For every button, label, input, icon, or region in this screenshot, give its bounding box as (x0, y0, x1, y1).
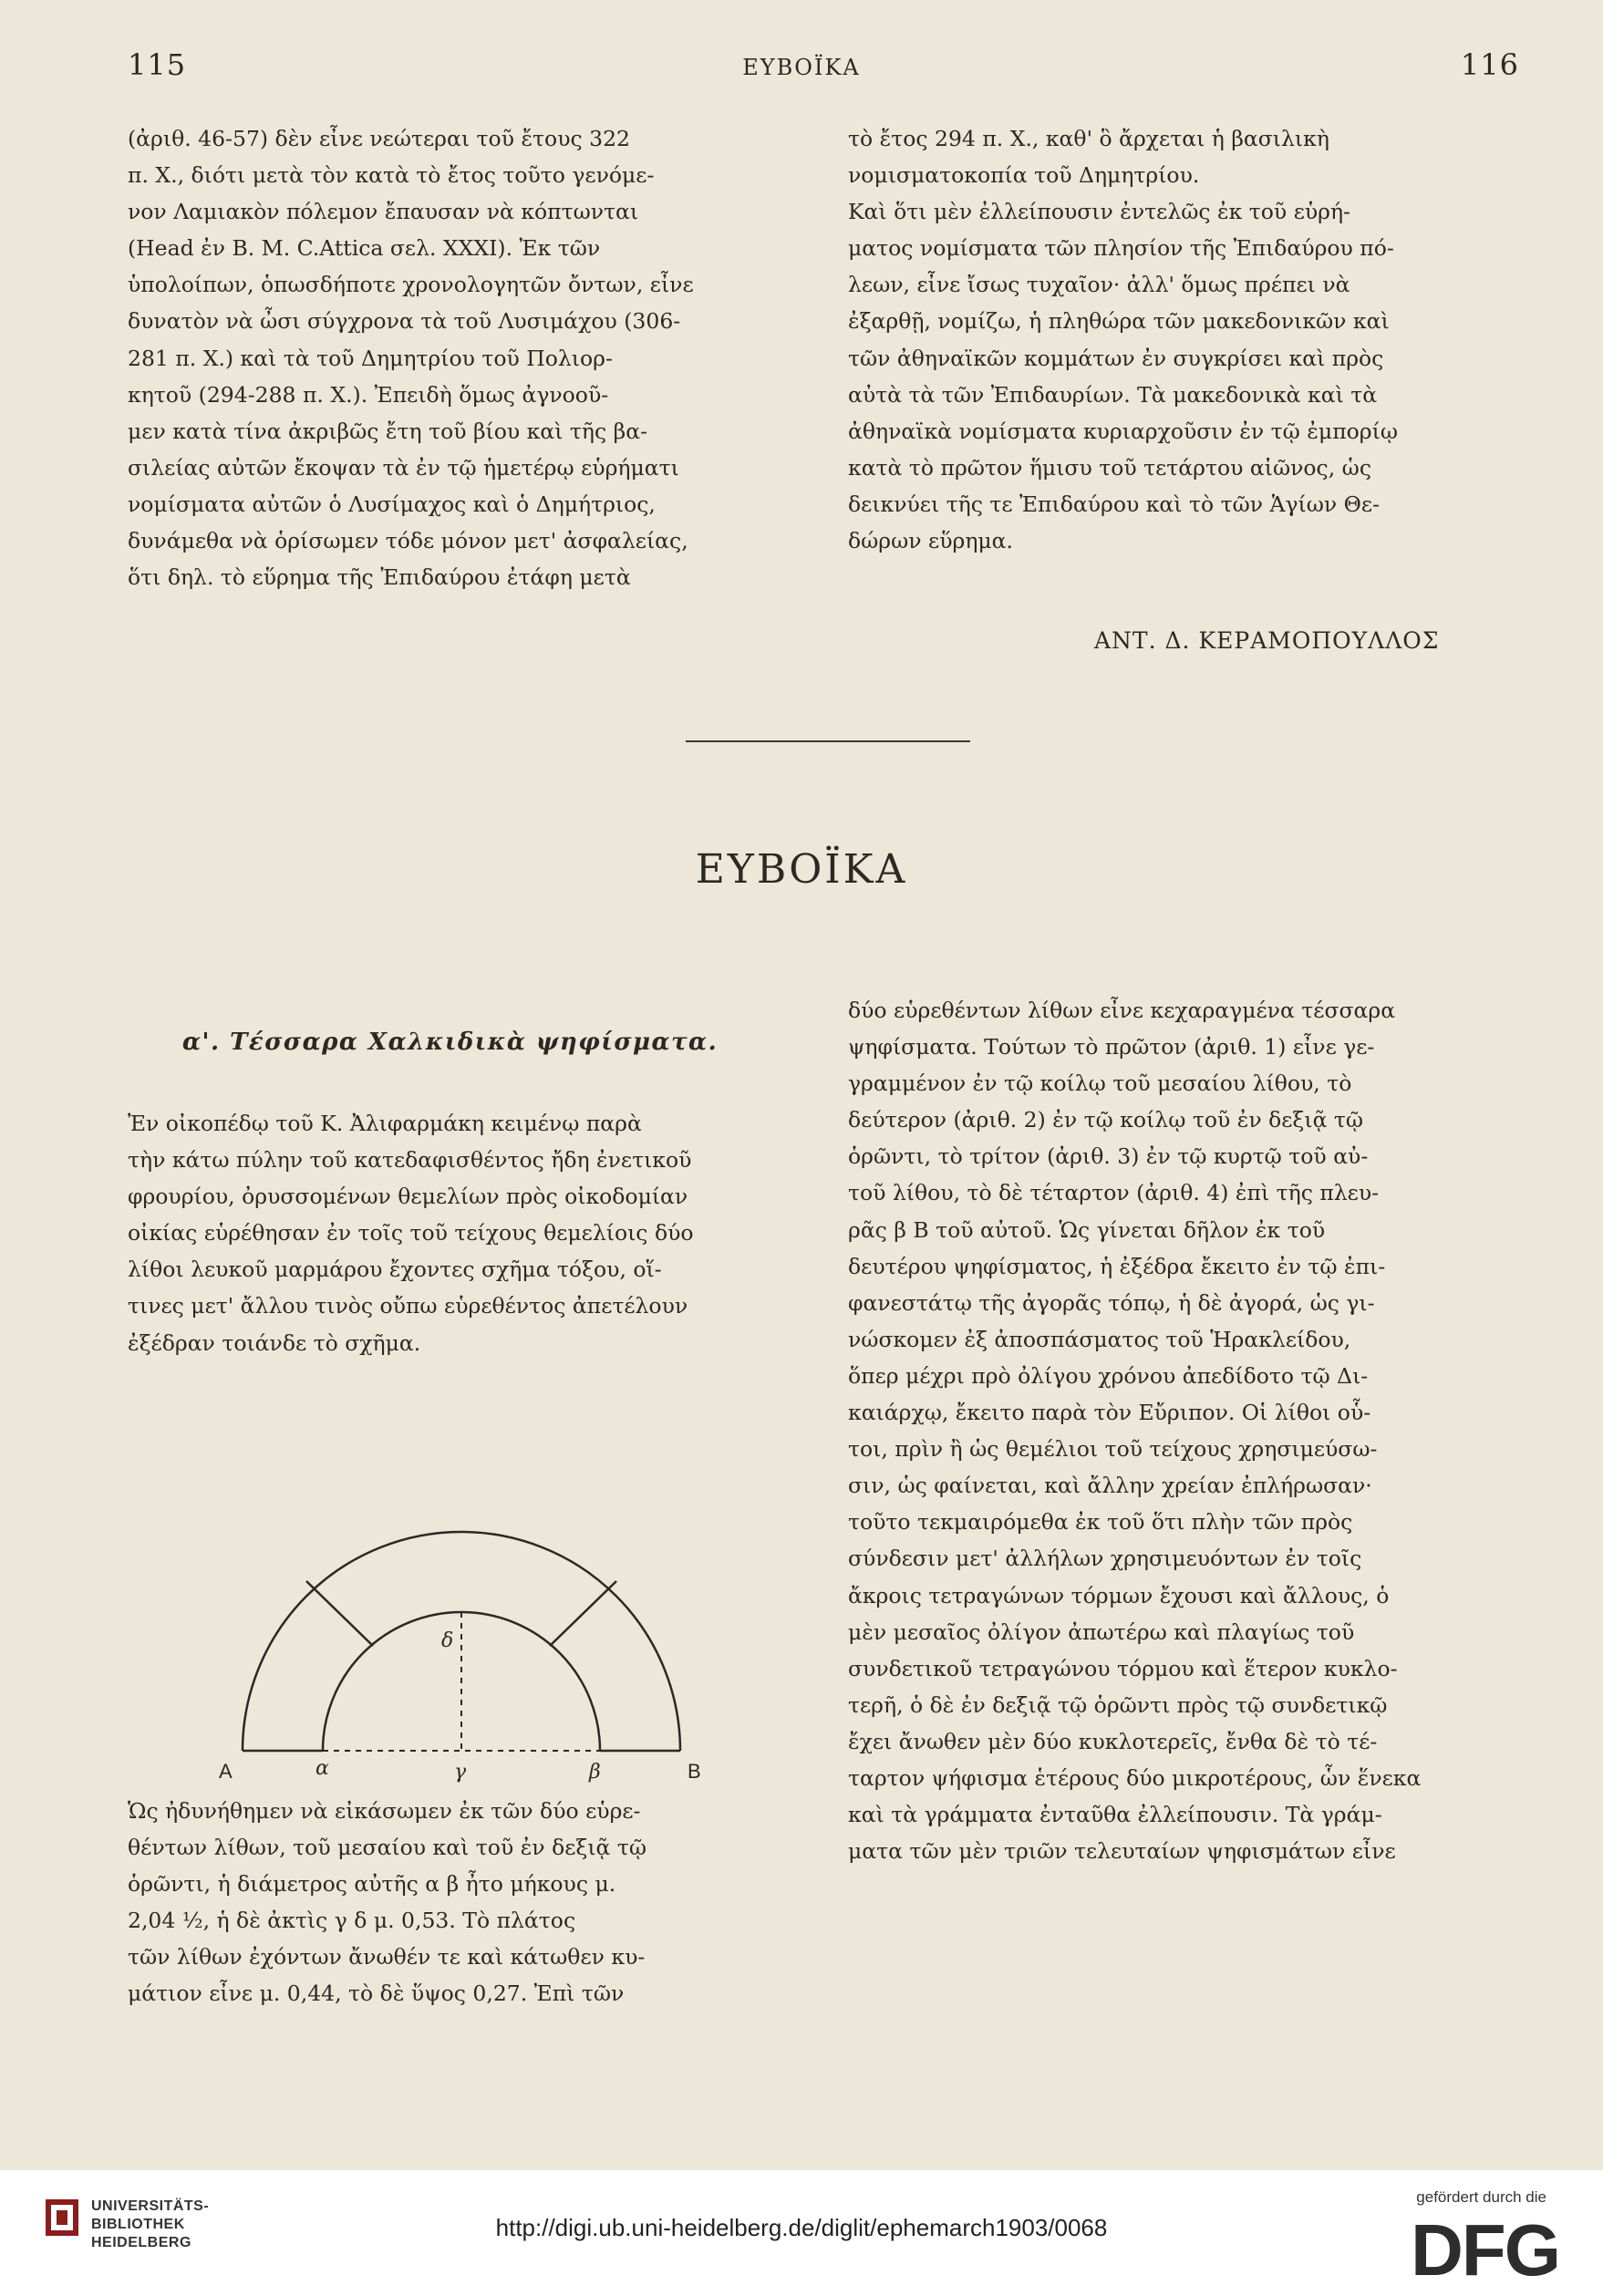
running-title: ΕΥΒΟΪΚΑ (742, 55, 861, 80)
text-line: δύο εὑρεθέντων λίθων εἶνε κεχαραγμένα τέσσαρα (848, 998, 1396, 1023)
text-line: ὁρῶντι, τὸ τρίτον (ἀριθ. 3) ἐν τῷ κυρτῷ τοῦ αὐ- (848, 1143, 1369, 1170)
text-line: ἐξαρθῇ, νομίζω, ἡ πληθώρα τῶν μακεδονικῶν καὶ (848, 308, 1390, 335)
text-line: (Head ἐν B. M. C.Attica σελ. XXXI). Ἐκ τῶν (128, 235, 601, 262)
text-line: καὶ τὰ γράμματα ἐνταῦθα ἐλλείπουσιν. Τὰ γράμ- (848, 1802, 1382, 1828)
text-line: Ὡς ἠδυνήθημεν νὰ εἰκάσωμεν ἐκ τῶν δύο εὑρε- (128, 1798, 641, 1824)
text-line: ψηφίσματα. Τούτων τὸ πρῶτον (ἀριθ. 1) εἶνε γε- (848, 1034, 1375, 1060)
text-line: τὸ ἔτος 294 π. Χ., καθ' ὃ ἄρχεται ἡ βασιλικὴ (848, 126, 1329, 151)
text-line: σύνδεσιν μετ' ἀλλήλων χρησιμευόντων ἐν τοῖς (848, 1546, 1362, 1572)
library-line-3: HEIDELBERG (91, 2235, 191, 2250)
text-line: οἰκίας εὑρέθησαν ἐν τοῖς τοῦ τείχους θεμελίοις δύο (128, 1220, 694, 1246)
text-line: ματα τῶν μὲν τριῶν τελευταίων ψηφισμάτων εἶνε (848, 1838, 1396, 1865)
text-line: ἄκροις τετραγώνων τόρμων ἔχουσι καὶ ἄλλους, ὁ (848, 1582, 1390, 1608)
left-joint-line (306, 1581, 373, 1646)
source-url-link[interactable]: http://digi.ub.uni-heidelberg.de/diglit/ephemarch1903/0068 (495, 2214, 1108, 2241)
bottom-right-column (848, 992, 1523, 1869)
text-line: φανεστάτῳ τῆς ἀγορᾶς τόπῳ, ἡ δὲ ἀγορά, ὡς γι- (848, 1289, 1375, 1316)
text-line: π. Χ., διότι μετὰ τὸν κατὰ τὸ ἔτος τοῦτο γενόμε- (128, 162, 655, 189)
bottom-left-intro (128, 1105, 793, 1361)
text-line: ματος νομίσματα τῶν πλησίον τῆς Ἐπιδαύρου πό- (848, 235, 1394, 262)
text-line: μὲν μεσαῖος ὀλίγον ἀπωτέρω καὶ πλαγίως τοῦ (848, 1619, 1355, 1645)
text-line: κατὰ τὸ πρῶτον ἥμισυ τοῦ τετάρτου αἰῶνος, ὡς (848, 454, 1371, 481)
library-line-2: BIBLIOTHEK (91, 2217, 185, 2232)
text-line: τοι, πρὶν ἢ ὡς θεμέλιοι τοῦ τείχους χρησιμεύσω- (848, 1436, 1378, 1463)
library-line-1: UNIVERSITÄTS- (91, 2198, 210, 2214)
text-line: τινες μετ' ἄλλου τινὸς οὔπω εὑρεθέντος ἀπετέλουν (128, 1293, 688, 1319)
funding-caption: gefördert durch die (1416, 2188, 1546, 2206)
text-line: φρουρίου, ὀρυσσομένων θεμελίων πρὸς οἰκοδομίαν (128, 1184, 688, 1210)
text-line: τῶν λίθων ἐχόντων ἄνωθέν τε καὶ κάτωθεν κυ- (128, 1944, 646, 1970)
text-line: καιάρχῳ, ἔκειτο παρὰ τὸν Εὔριπον. Οἱ λίθοι οὗ- (848, 1400, 1371, 1426)
text-line: τῶν ἀθηναϊκῶν κομμάτων ἐν συγκρίσει καὶ πρὸς (848, 345, 1384, 371)
article-title: ΕΥΒΟΪΚΑ (695, 846, 908, 893)
text-line: σιλείας αὐτῶν ἔκοψαν τὰ ἐν τῷ ἡμετέρῳ εὑρήματι (128, 454, 679, 481)
text-line: λεων, εἶνε ἴσως τυχαῖον· ἀλλ' ὅμως πρέπει νὰ (848, 272, 1350, 298)
outer-arc (243, 1532, 680, 1751)
text-line: τοῦτο τεκμαιρόμεθα ἐκ τοῦ ὅτι πλὴν τῶν πρὸς (848, 1509, 1353, 1536)
text-line: ἀθηναϊκὰ νομίσματα κυριαρχοῦσιν ἐν τῷ ἐμπορίῳ (848, 418, 1398, 444)
page-number-left: 115 (128, 47, 187, 82)
section-heading: α'. Τέσσαρα Χαλκιδικὰ ψηφίσματα. (182, 1029, 719, 1056)
label-gamma: γ (454, 1761, 467, 1784)
text-line: δώρων εὕρημα. (848, 528, 1014, 554)
text-line: μεν κατὰ τίνα ἀκριβῶς ἔτη τοῦ βίου καὶ τῆς βα- (128, 418, 648, 444)
text-line: ἐξέδραν τοιάνδε τὸ σχῆμα. (128, 1329, 421, 1356)
text-line: ταρτον ψήφισμα ἑτέρους δύο μικροτέρους, ὧν ἕνεκα (848, 1764, 1422, 1791)
footer-bar (0, 2170, 1603, 2296)
text-line: θέντων λίθων, τοῦ μεσαίου καὶ τοῦ ἐν δεξιᾷ τῷ (128, 1835, 647, 1861)
text-line: συνδετικοῦ τετραγώνου τόρμου καὶ ἕτερον κυκλο- (848, 1655, 1398, 1681)
text-line: νομισματοκοπία τοῦ Δημητρίου. (848, 162, 1200, 189)
text-line: 281 π. Χ.) καὶ τὰ τοῦ Δημητρίου τοῦ Πολιορ- (128, 345, 613, 371)
dfg-logo: DFG (1411, 2209, 1559, 2291)
label-beta: β (589, 1761, 601, 1784)
label-alpha: α (315, 1757, 329, 1780)
top-right-column (848, 120, 1523, 559)
page-number-right: 116 (1460, 47, 1519, 82)
text-line: δεύτερον (ἀριθ. 2) ἐν τῷ κοίλῳ τοῦ ἐν δεξιᾷ τῷ (848, 1107, 1364, 1133)
text-line: αὐτὰ τὰ τῶν Ἐπιδαυρίων. Τὰ μακεδονικὰ καὶ τὰ (848, 381, 1378, 408)
exedra-diagram (206, 1477, 717, 1787)
text-line: δεικνύει τῆς τε Ἐπιδαύρου καὶ τὸ τῶν Ἁγίων Θε- (848, 491, 1381, 517)
text-line: ὑπολοίπων, ὁπωσδήποτε χρονολογητῶν ὄντων, εἶνε (128, 272, 694, 298)
text-line: τὴν κάτω πύλην τοῦ κατεδαφισθέντος ἤδη ἐνετικοῦ (128, 1147, 692, 1174)
label-delta: δ (441, 1629, 454, 1652)
text-line: 2,04 ½, ἡ δὲ ἀκτὶς γ δ μ. 0,53. Τὸ πλάτος (128, 1908, 576, 1934)
text-line: δευτέρου ψηφίσματος, ἡ ἐξέδρα ἔκειτο ἐν τῷ ἐπι- (848, 1253, 1386, 1279)
text-line: δυνάμεθα νὰ ὁρίσωμεν τόδε μόνον μετ' ἀσφαλείας, (128, 528, 688, 554)
label-B: B (688, 1760, 701, 1783)
author-signature: ΑΝΤ. Δ. ΚΕΡΑΜΟΠΟΥΛΛΟΣ (1094, 627, 1440, 654)
text-line: νώσκομεν ἐξ ἀποσπάσματος τοῦ Ἡρακλείδου, (848, 1326, 1351, 1352)
section-divider (686, 740, 970, 742)
text-line: μάτιον εἶνε μ. 0,44, τὸ δὲ ὕψος 0,27. Ἐπὶ τῶν (128, 1981, 625, 2007)
bottom-left-continuation (128, 1793, 793, 2012)
text-line: τοῦ λίθου, τὸ δὲ τέταρτον (ἀριθ. 4) ἐπὶ τῆς πλευ- (848, 1180, 1380, 1206)
text-line: νομίσματα αὐτῶν ὁ Λυσίμαχος καὶ ὁ Δημήτριος, (128, 491, 656, 517)
text-line: τερῆ, ὁ δὲ ἐν δεξιᾷ τῷ ὁρῶντι πρὸς τῷ συνδετικῷ (848, 1691, 1388, 1718)
text-line: νον Λαμιακὸν πόλεμον ἔπαυσαν νὰ κόπτωνται (128, 199, 639, 225)
text-line: Καὶ ὅτι μὲν ἐλλείπουσιν ἐντελῶς ἐκ τοῦ εὑρή- (848, 199, 1350, 225)
right-joint-line (550, 1581, 616, 1646)
text-line: ὁρῶντι, ἡ διάμετρος αὐτῆς α β ἦτο μήκους μ. (128, 1871, 616, 1898)
text-line: σιν, ὡς φαίνεται, καὶ ἄλλην χρείαν ἐπλήρωσαν· (848, 1473, 1372, 1499)
text-line: λίθοι λευκοῦ μαρμάρου ἔχοντες σχῆμα τόξου, οἵ- (128, 1257, 662, 1283)
text-line: ρᾶς β B τοῦ αὐτοῦ. Ὡς γίνεται δῆλον ἐκ τοῦ (848, 1216, 1326, 1243)
text-line: (ἀριθ. 46-57) δὲν εἶνε νεώτεραι τοῦ ἔτους 322 (128, 126, 630, 151)
text-line: ὅπερ μέχρι πρὸ ὀλίγου χρόνου ἀπεδίδοτο τῷ Δι- (848, 1362, 1369, 1389)
text-line: δυνατὸν νὰ ὦσι σύγχρονα τὰ τοῦ Λυσιμάχου (306- (128, 308, 681, 335)
top-left-column (128, 120, 793, 595)
text-line: ἔχει ἄνωθεν μὲν δύο κυκλοτερεῖς, ἔνθα δὲ τὸ τέ- (848, 1728, 1378, 1754)
text-line: κητοῦ (294-288 π. Χ.). Ἐπειδὴ ὅμως ἀγνοοῦ- (128, 381, 609, 408)
text-line: ὅτι δηλ. τὸ εὕρημα τῆς Ἐπιδαύρου ἐτάφη μετὰ (128, 564, 631, 591)
text-line: Ἐν οἰκοπέδῳ τοῦ Κ. Ἀλιφαρμάκη κειμένῳ παρὰ (128, 1111, 642, 1136)
text-line: γραμμένον ἐν τῷ κοίλῳ τοῦ μεσαίου λίθου, τὸ (848, 1070, 1352, 1097)
label-A: A (219, 1760, 233, 1783)
